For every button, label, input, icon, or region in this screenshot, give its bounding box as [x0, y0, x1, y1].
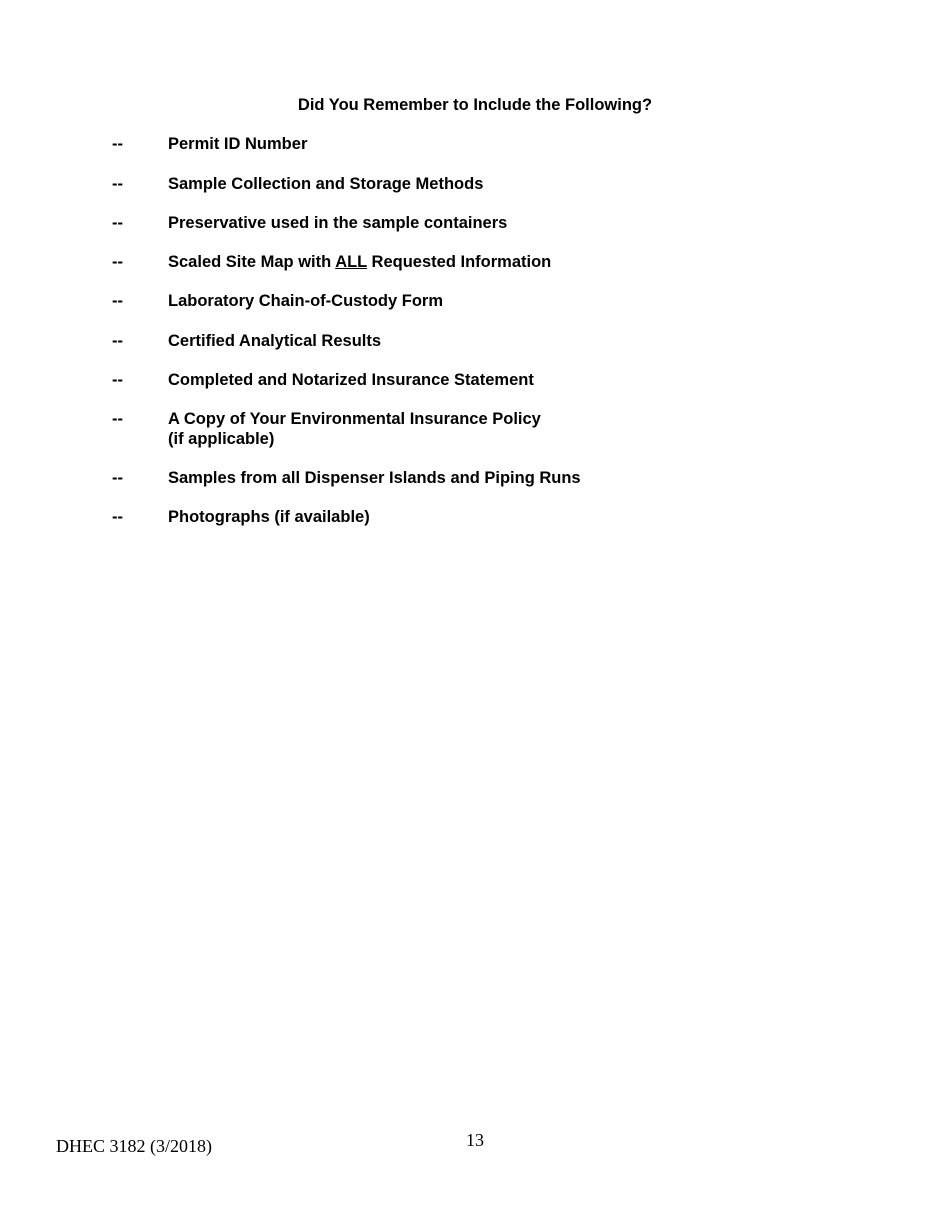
- bullet-dash: --: [112, 469, 123, 487]
- checklist-item-text: [168, 252, 808, 272]
- bullet-dash: --: [112, 371, 123, 389]
- checklist-item-text: Sample Collection and Storage Methods: [168, 175, 484, 193]
- bullet-dash: --: [112, 135, 123, 153]
- page-number: 13: [466, 1130, 484, 1150]
- bullet-dash: --: [112, 508, 123, 526]
- checklist-item-line2: (if applicable): [168, 430, 275, 448]
- bullet-dash: --: [112, 410, 123, 428]
- checklist-item-text: Preservative used in the sample containers: [168, 214, 508, 232]
- checklist-item-text: Permit ID Number: [168, 135, 308, 153]
- emphasis-underlined-text: ALL: [335, 253, 367, 271]
- checklist-item-text: Laboratory Chain-of-Custody Form: [168, 292, 443, 310]
- checklist-item-text-after: Requested Information: [366, 253, 552, 271]
- bullet-dash: --: [112, 175, 123, 193]
- checklist-item-line1: A Copy of Your Environmental Insurance Policy: [168, 410, 541, 428]
- checklist-item-text: Photographs (if available): [168, 508, 370, 526]
- checklist-item-text: [168, 409, 808, 449]
- form-id: DHEC 3182 (3/2018): [56, 1136, 212, 1156]
- checklist-title: Did You Remember to Include the Following?: [297, 96, 653, 114]
- bullet-dash: --: [112, 332, 123, 350]
- bullet-dash: --: [112, 214, 123, 232]
- checklist-item-text: Certified Analytical Results: [168, 332, 382, 350]
- bullet-dash: --: [112, 292, 123, 310]
- checklist-item-text: Completed and Notarized Insurance Statement: [168, 371, 534, 389]
- bullet-dash: --: [112, 253, 123, 271]
- checklist-item-text-before: Scaled Site Map with: [168, 253, 336, 271]
- checklist-item-text: Samples from all Dispenser Islands and Piping Runs: [168, 469, 581, 487]
